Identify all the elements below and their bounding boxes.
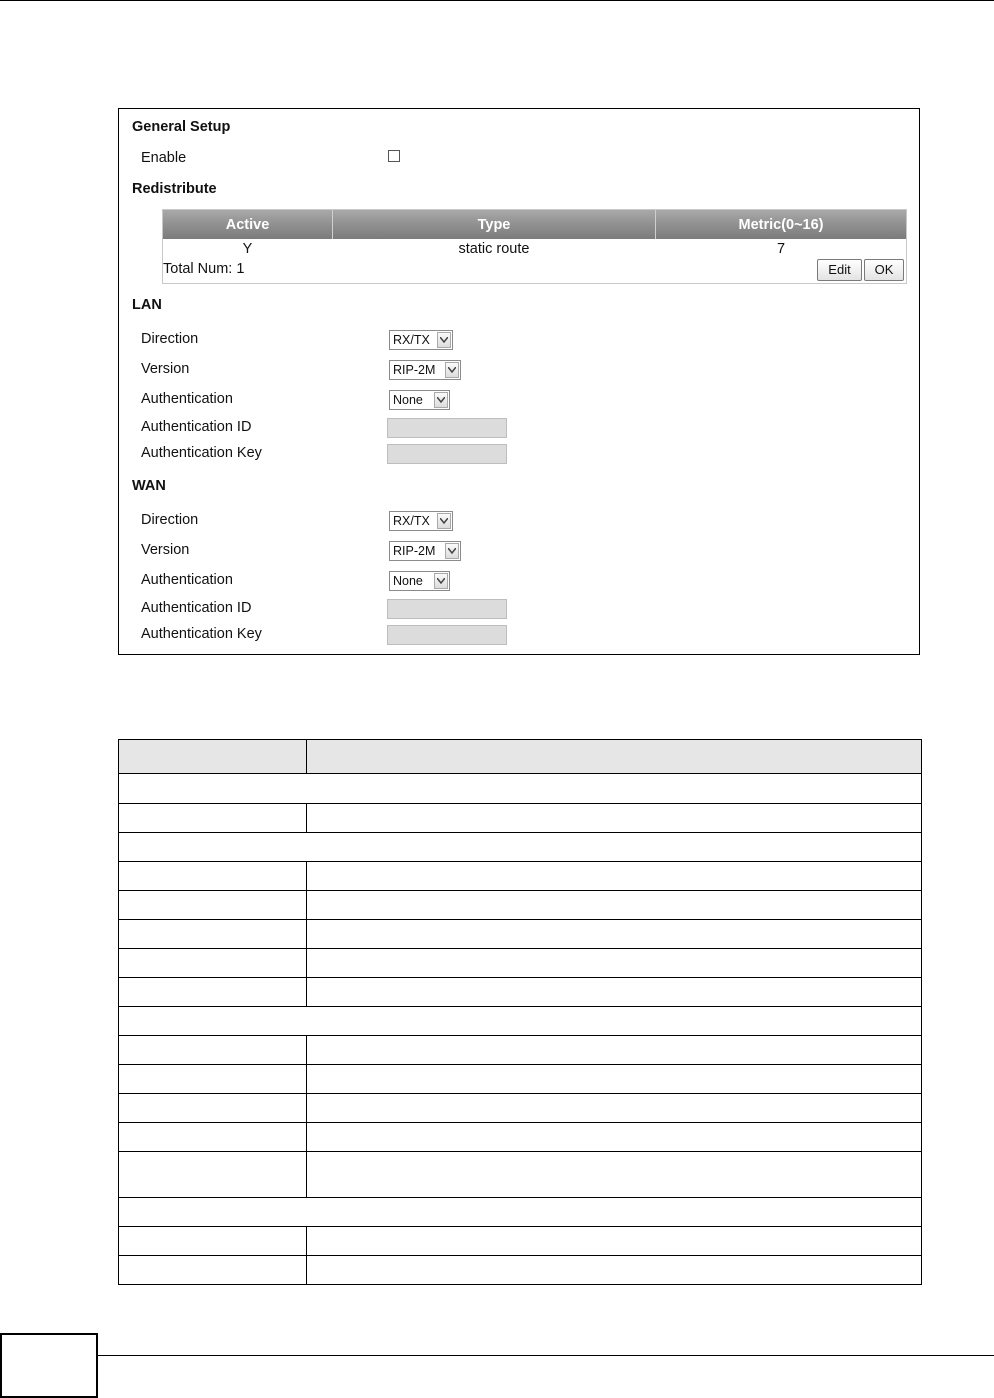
column-divider: [306, 949, 307, 977]
table-section-row: [118, 833, 922, 862]
enable-checkbox[interactable]: [388, 150, 400, 162]
lan-version-value: RIP-2M: [393, 363, 436, 377]
wan-direction-value: RX/TX: [393, 514, 430, 528]
wan-authentication-select[interactable]: [389, 571, 450, 591]
column-divider: [306, 1094, 307, 1122]
table-row: [118, 949, 922, 978]
cell-type: static route: [458, 241, 530, 257]
wan-version-select[interactable]: [389, 541, 461, 561]
column-divider: [306, 862, 307, 890]
total-num: Total Num: 1: [163, 261, 245, 277]
table-row: [118, 804, 922, 833]
table-header-row: [118, 739, 922, 774]
table-row: [118, 891, 922, 920]
table-section-row: [118, 1198, 922, 1227]
chevron-down-icon: [437, 513, 451, 529]
lan-direction-select[interactable]: [389, 330, 453, 350]
table-row: [118, 1256, 922, 1285]
lan-version-select[interactable]: [389, 360, 461, 380]
chevron-down-icon: [434, 392, 448, 408]
top-rule: [0, 0, 994, 1]
column-divider: [306, 1152, 307, 1197]
column-type: Type: [477, 217, 511, 233]
chevron-down-icon: [445, 543, 459, 559]
column-divider: [306, 1227, 307, 1255]
table-section-row: [118, 1007, 922, 1036]
column-divider: [306, 920, 307, 948]
wan-authentication-label: Authentication: [141, 572, 233, 588]
lan-direction-label: Direction: [141, 331, 199, 347]
lan-version-label: Version: [141, 361, 190, 377]
cell-metric: 7: [776, 241, 786, 257]
column-divider: [306, 1123, 307, 1151]
wan-authentication-id-label: Authentication ID: [141, 600, 252, 616]
wan-heading: WAN: [132, 478, 166, 494]
column-divider: [306, 804, 307, 832]
lan-direction-value: RX/TX: [393, 333, 430, 347]
wan-authentication-value: None: [393, 574, 423, 588]
column-active: Active: [225, 217, 270, 233]
table-row: [118, 1036, 922, 1065]
lan-authentication-id-input[interactable]: [387, 418, 507, 438]
rip-settings-panel: [118, 108, 920, 655]
redistribute-table-header: [163, 210, 906, 239]
table-row: [118, 1065, 922, 1094]
table-row: [118, 1094, 922, 1123]
column-metric: Metric(0~16): [738, 217, 824, 233]
lan-authentication-id-label: Authentication ID: [141, 419, 252, 435]
column-divider: [306, 978, 307, 1006]
column-divider: [306, 891, 307, 919]
lan-authentication-value: None: [393, 393, 423, 407]
column-divider: [306, 1036, 307, 1064]
table-row: [118, 862, 922, 891]
edit-button[interactable]: Edit: [817, 259, 862, 281]
footer-rule: [98, 1355, 994, 1356]
table-row: [118, 978, 922, 1007]
chevron-down-icon: [437, 332, 451, 348]
wan-version-value: RIP-2M: [393, 544, 436, 558]
wan-direction-select[interactable]: [389, 511, 453, 531]
enable-label: Enable: [141, 150, 187, 166]
general-setup-heading: General Setup: [132, 119, 231, 135]
lan-authentication-key-input[interactable]: [387, 444, 507, 464]
page-number-box: [0, 1333, 98, 1398]
cell-active: Y: [242, 241, 253, 257]
column-divider: [306, 1065, 307, 1093]
field-description-table: [118, 739, 922, 1285]
lan-authentication-key-label: Authentication Key: [141, 445, 262, 461]
lan-heading: LAN: [132, 297, 162, 313]
table-row: [118, 1152, 922, 1198]
ok-button[interactable]: OK: [864, 259, 904, 281]
column-divider: [306, 1256, 307, 1284]
wan-authentication-key-label: Authentication Key: [141, 626, 262, 642]
chevron-down-icon: [434, 573, 448, 589]
lan-authentication-select[interactable]: [389, 390, 450, 410]
lan-authentication-label: Authentication: [141, 391, 233, 407]
column-divider: [306, 740, 307, 773]
table-section-row: [118, 774, 922, 804]
wan-authentication-id-input[interactable]: [387, 599, 507, 619]
redistribute-table: [162, 209, 907, 284]
wan-version-label: Version: [141, 542, 190, 558]
table-row: [118, 1227, 922, 1256]
chevron-down-icon: [445, 362, 459, 378]
redistribute-heading: Redistribute: [132, 181, 217, 197]
wan-authentication-key-input[interactable]: [387, 625, 507, 645]
table-row: [118, 920, 922, 949]
table-row: [118, 1123, 922, 1152]
wan-direction-label: Direction: [141, 512, 199, 528]
